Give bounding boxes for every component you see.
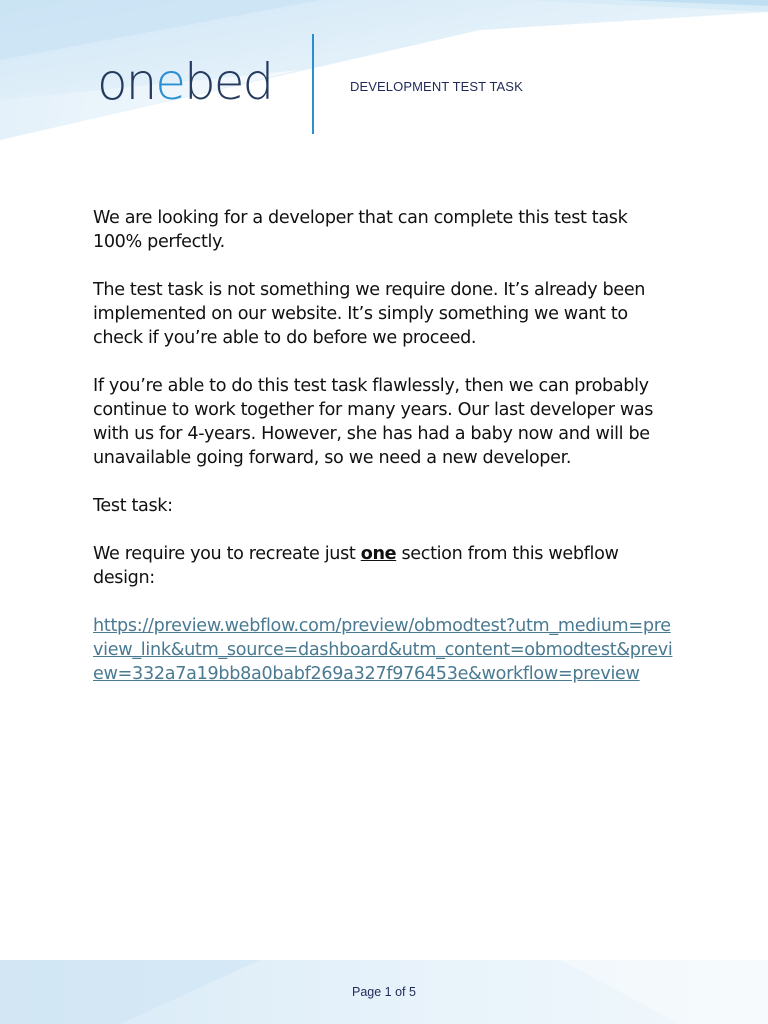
onebed-logo (97, 52, 272, 112)
paragraph-context: The test task is not something we require done. It’s already been implemented on our website. It’s simply something we want to check if you’re able to do before we proceed. (93, 280, 646, 348)
paragraph-test-task-label: Test task: (93, 496, 173, 516)
logo-text-accent: e (155, 53, 185, 111)
header-divider (312, 34, 314, 134)
paragraph-requirement (93, 542, 678, 590)
logo-text-part3: bed (184, 53, 273, 111)
logo-text-part1: on (97, 53, 156, 111)
document-body (93, 206, 678, 710)
webflow-preview-link[interactable]: https://preview.webflow.com/preview/obmodtest?utm_medium=preview_link&utm_source=dashboard&utm_content=obmodtest&preview=332a7a19bb8a0babf269a327f976453e&workflow=preview (93, 616, 673, 684)
header-title: DEVELOPMENT TEST TASK (350, 79, 523, 94)
paragraph-longterm: If you’re able to do this test task flawlessly, then we can probably continue to work together for many years. Our last developer was with us for 4-years. However, she has had a baby now and will be unavailable going forward, so we need a new developer. (93, 376, 654, 468)
page-number: Page 1 of 5 (352, 985, 416, 999)
paragraph-intro: We are looking for a developer that can complete this test task 100% perfectly. (93, 208, 628, 252)
paragraph-link (93, 614, 678, 686)
requirement-text-after: section from this webflow design: (93, 544, 619, 588)
requirement-text-before: We require you to recreate just (93, 544, 361, 564)
requirement-emphasis: one (360, 544, 397, 564)
